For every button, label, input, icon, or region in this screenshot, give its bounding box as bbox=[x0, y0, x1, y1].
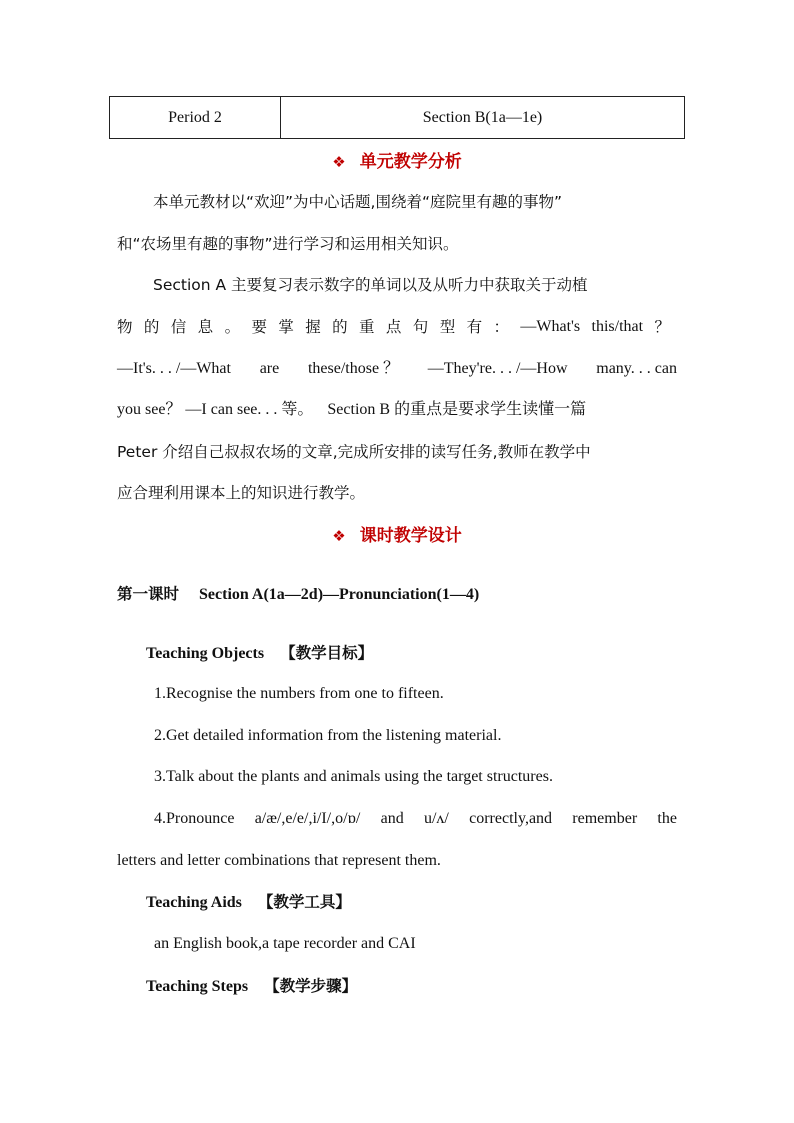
header-table bbox=[109, 96, 685, 139]
heading-cn: 【教学工具】 bbox=[257, 893, 351, 911]
word: and bbox=[380, 810, 404, 827]
analysis-line-1: 本单元教材以“欢迎”为中心话题,围绕着“庭院里有趣的事物” bbox=[153, 193, 563, 211]
word: correctly,and bbox=[469, 810, 553, 827]
word: 。 bbox=[224, 318, 241, 336]
word: —What's bbox=[520, 318, 581, 335]
objective-4-continued: letters and letter combinations that represent them. bbox=[117, 852, 441, 869]
analysis-line-7: Peter 介绍自己叔叔农场的文章,完成所安排的读写任务,教师在教学中 bbox=[117, 443, 591, 461]
heading-en: Teaching Objects bbox=[146, 645, 265, 662]
analysis-line-5 bbox=[117, 356, 677, 382]
diamond-bullet-icon: ❖ bbox=[332, 153, 346, 171]
word: many. . . can bbox=[596, 360, 677, 377]
heading-en: Teaching Aids bbox=[146, 894, 242, 911]
word: 信 bbox=[170, 318, 187, 336]
word: 握 bbox=[305, 318, 321, 336]
word: this/that bbox=[591, 318, 644, 335]
word: a/æ/,e/e/,i/I/,o/ɒ/ bbox=[254, 810, 361, 827]
objective-3: 3.Talk about the plants and animals using the target structures. bbox=[154, 768, 553, 785]
text-segment: you see？ —I can see. . . 等。 bbox=[117, 401, 314, 418]
unit-analysis-title bbox=[0, 150, 794, 174]
word: 掌 bbox=[278, 318, 294, 336]
period-cell: Period 2 bbox=[110, 97, 281, 139]
unit-analysis-title-text: 单元教学分析 bbox=[359, 152, 462, 172]
diamond-bullet-icon: ❖ bbox=[332, 527, 346, 545]
table-row bbox=[110, 97, 685, 139]
lesson-design-title bbox=[0, 524, 794, 548]
section-cell: Section B(1a—1e) bbox=[281, 97, 685, 139]
heading-en: Teaching Steps bbox=[146, 978, 249, 995]
word: 重 bbox=[359, 318, 375, 336]
heading-cn: 【教学目标】 bbox=[280, 644, 374, 662]
word: 息 bbox=[197, 318, 214, 336]
lesson-heading bbox=[117, 581, 677, 607]
teaching-steps-heading bbox=[146, 973, 666, 999]
word: 型 bbox=[439, 318, 456, 336]
lesson-label: 第一课时 bbox=[117, 585, 180, 603]
word: ： bbox=[493, 318, 509, 336]
word: u/ʌ/ bbox=[423, 810, 449, 827]
analysis-line-3: Section A 主要复习表示数字的单词以及从听力中获取关于动植 bbox=[153, 276, 588, 294]
lesson-section: Section A(1a—2d)—Pronunciation(1—4) bbox=[199, 586, 480, 603]
word: —They're. . . /—How bbox=[427, 360, 568, 377]
analysis-line-8: 应合理利用课本上的知识进行教学。 bbox=[117, 484, 366, 502]
analysis-line-4 bbox=[117, 314, 670, 340]
word: 句 bbox=[412, 318, 429, 336]
word: 点 bbox=[385, 318, 402, 336]
text-segment: Section B 的重点是要求学生读懂一篇 bbox=[327, 401, 587, 418]
word: these/those ？ bbox=[307, 360, 400, 377]
teaching-aids-heading bbox=[146, 889, 666, 915]
objective-1: 1.Recognise the numbers from one to fifteen. bbox=[154, 685, 444, 702]
word: 有 bbox=[466, 318, 483, 336]
word: remember bbox=[572, 810, 638, 827]
analysis-line-6 bbox=[117, 397, 677, 423]
word: are bbox=[259, 360, 280, 377]
word: 的 bbox=[332, 318, 348, 336]
objective-4 bbox=[154, 806, 677, 832]
word: 的 bbox=[143, 318, 160, 336]
lesson-design-title-text: 课时教学设计 bbox=[359, 526, 462, 546]
analysis-line-2: 和“农场里有趣的事物”进行学习和运用相关知识。 bbox=[117, 235, 459, 253]
word: —It's. . . /—What bbox=[117, 360, 231, 377]
word: the bbox=[657, 810, 677, 827]
teaching-aids-text: an English book,a tape recorder and CAI bbox=[154, 935, 416, 952]
word: 要 bbox=[251, 318, 267, 336]
word: ？ bbox=[654, 318, 670, 336]
objective-2: 2.Get detailed information from the listening material. bbox=[154, 727, 502, 744]
word: 物 bbox=[117, 318, 133, 336]
heading-cn: 【教学步骤】 bbox=[264, 977, 358, 995]
word: 4.Pronounce bbox=[154, 810, 235, 827]
teaching-objects-heading bbox=[146, 640, 666, 666]
